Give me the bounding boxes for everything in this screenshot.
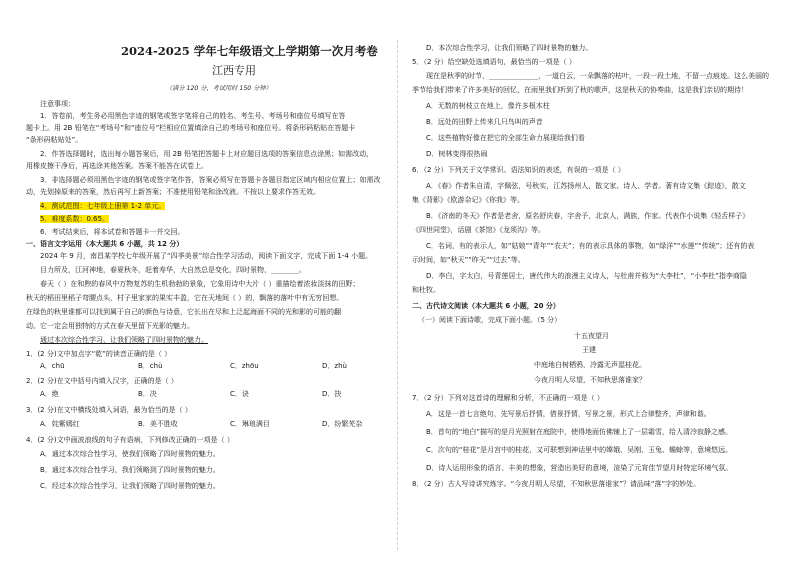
q6-option-c[interactable]: C．名词，有的表示人，如“姑娘”“青年”“农夫”；有的表示具体的事物，如“绿洋”“水莲”“传统”；还有的表: [426, 242, 755, 250]
exam-title: 2024-2025 学年七年级语文上学期第一次月考卷: [121, 44, 378, 58]
poem-line: 今夜月明人尽望，不知秋思落谁家？: [534, 376, 646, 384]
notice-line: 2．作答选择题时，选出每小题答案后，用 2B 铅笔把答题卡上对应题目选项的答案信息点涂黑；如需改动，: [40, 150, 374, 158]
notice-line: 动，先划掉原来的答案，然后再写上新答案；不准使用铅笔和涂改液。不按以上要求作答无效。: [26, 188, 320, 196]
q6-option-a-cont: 集《背影》《欧游杂记》《你我》等。: [412, 196, 524, 204]
passage-line: 在绿色的秋里谁都可以找到属于自己的颜色与诗意，它长出在尽和上泛起海面不同的光和影的可能的翻: [26, 308, 341, 316]
poem-line: 中庭地白树栖鸦，冷露无声湿桂花。: [534, 361, 646, 369]
passage-line: 目力所及，江河神地，春夏秋冬，赶着寿华，大自然总是变化，四时景物，________。: [40, 266, 306, 274]
q1-stem: 1．(2 分)文中加点字“乾”的读音正确的是（ ）: [26, 350, 172, 358]
q4-option-c[interactable]: C．经过本次综合性学习，让我们领略了四时景物的魅力。: [40, 482, 220, 490]
q5-option-a[interactable]: A．无数的树枝立在地上，像许多根木柱: [426, 102, 550, 110]
q4-option-d[interactable]: D．本次综合性学习，让我们领略了四时景物的魅力。: [426, 44, 593, 52]
section1-heading: 一、语言文字运用（本大题共 6 小题，共 12 分）: [26, 240, 184, 248]
q4-option-b[interactable]: B．通过本次综合性学习，我们领略到了四时景物的魅力。: [40, 466, 220, 474]
q3-option-c[interactable]: C．琳琅满目: [230, 420, 270, 428]
q7-option-b[interactable]: B．首句的“地白”描写的是月光照射在庭院中，使得地面仿佛铺上了一层霜雪，给人清冷寂静之感。: [426, 428, 733, 436]
q6-option-d[interactable]: D．李白，字太白，号青莲居士，唐代伟大的浪漫主义诗人，与杜甫并称为“大李杜”，“小李杜”指李商隐: [426, 272, 747, 280]
test-scope: 4．测试范围：七年级上册第 1-2 单元。: [40, 202, 166, 210]
exam-subtitle: 江西专用: [212, 64, 256, 77]
q1-option-b[interactable]: B．chù: [138, 362, 163, 370]
q6-option-b-cont: 《四世同堂》，话剧《茶馆》《龙须沟》等。: [412, 226, 545, 234]
q5-stem: 5．（2 分）给空缺处选填语句，最恰当的一项是（ ）: [412, 58, 576, 66]
q8-stem: 8．（2 分）古人写诗讲究炼字。“今夜月明人尽望，不知秋思落谁家”？请品味“落”字的妙处。: [412, 480, 701, 488]
column-divider: [397, 40, 398, 550]
q1-option-d[interactable]: D．zhù: [322, 362, 347, 370]
q2-option-b[interactable]: B．决: [138, 390, 157, 398]
q6-stem: 6．（2 分）下列关于文学常识、语法知识的表述，有误的一项是（ ）: [412, 166, 625, 174]
q7-option-d[interactable]: D．诗人运用形象的语言、丰美的想象，营造出美好的意境，渲染了元宵佳节望月时特定环境气氛。: [426, 464, 733, 472]
notice-line: 题卡上。用 2B 铅笔在“考场号”和“座位号”栏相应位置填涂自己的考场号和座位号。将条形码粘贴在答题卡: [26, 124, 356, 132]
passage-line: 春天（ ）在和煦的春风中万物复苏的生机勃勃的景象，它象用诗中大片（ ）重描绘着浓妆淡抹的田野；: [40, 280, 360, 288]
q3-option-b[interactable]: B．美不胜收: [138, 420, 178, 428]
notice-line: “条形码粘贴处”。: [26, 136, 83, 144]
q6-option-b[interactable]: B．《济南的冬天》作者是老舍，原名舒庆春，字舍予，北京人，满族，作家。代表作小说集《轻舌样子》: [426, 212, 750, 220]
notice-line: 3．非选择题必须用黑色字迹的钢笔或签字笔作答，答案必须写在答题卡各题目指定区域内相应位置上；如需改: [40, 176, 381, 184]
poem-title: 十五夜望月: [574, 332, 609, 340]
wavy-sentence: 通过本次综合性学习，让我们领略了四时景物的魅力。: [40, 336, 208, 344]
q7-option-a[interactable]: A．这是一首七言绝句，先写景后抒情，借景抒情，写景之景，形式上合律整齐，声律和谐。: [426, 410, 711, 418]
notice-line: 1．答卷前，考生务必用黑色字迹的钢笔或签字笔将自己的姓名、考生号、考场号和座位号填写在答: [40, 112, 346, 120]
q4-stem: 4．(2 分)文中画波浪线的句子有语病，下列修改正确的一项是（ ）: [26, 436, 234, 444]
q5-option-d[interactable]: D．树林变得很热闹: [426, 150, 488, 158]
q1-option-c[interactable]: C．zhōu: [230, 362, 259, 370]
q5-option-b[interactable]: B．远处的田野上传来几只鸟叫的声音: [426, 118, 543, 126]
q3-stem: 3．(2 分)在文中横线处填入词语，最为恰当的是（ ）: [26, 406, 192, 414]
section2-heading: 二、古代诗文阅读（本大题共 6 小题，20 分）: [412, 302, 560, 310]
section1-intro: 2024 年 9 月，南昌某学校七年级开展了“四季美景”综合性学习活动，阅读下面文字，完成下面 1-4 小题。: [40, 252, 373, 260]
score-note: （满分 120 分，考试用时 150 分钟）: [166, 85, 272, 92]
q2-option-c[interactable]: C．诀: [230, 390, 249, 398]
q3-option-d[interactable]: D．纷繁芜杂: [322, 420, 363, 428]
q2-stem: 2．(2 分)在文中括号内填入汉字，正确的是（ ）: [26, 377, 178, 385]
passage-line: 秋天的稻田里稻子弯腰点头，村子里家家的果实丰盈，它在天地间（ ）的，飘落的落叶中有无穷回想。: [26, 294, 344, 302]
q5-option-c[interactable]: C．这些植物好像在把它的全部生命力展现给我们看: [426, 134, 585, 142]
notice-heading: 注意事项：: [40, 100, 75, 108]
passage-line: 动。它一定会用独特的方式在春天里留下光影的魅力。: [26, 322, 194, 330]
q2-option-a[interactable]: A．绝: [40, 390, 59, 398]
notice-line: 用橡皮擦干净后，再选涂其他答案。答案不能答在试卷上。: [26, 162, 208, 170]
q5-text: 现在是秋季的时节，______________，一道白云，一朵飘落的枯叶，一段一段土地，不留一点痕迹。这么美丽的: [426, 72, 769, 80]
q6-option-d-cont: 和杜牧。: [412, 286, 440, 294]
q6-option-a[interactable]: A．《春》作者朱自清，字佩弦，号秋实，江苏扬州人，散文家、诗人、学者。著有诗文集《踪迹》，散文: [426, 182, 746, 190]
notice-line: 6．考试结束后，将本试卷和答题卡一并交回。: [40, 228, 185, 236]
difficulty: 5．难度系数：0.65。: [40, 215, 110, 223]
q4-option-a[interactable]: A．通过本次综合性学习，使我们领略了四时景物的魅力。: [40, 450, 220, 458]
q6-option-c-cont: 示时间，如“秋天”“昨天”“过去”等。: [412, 256, 525, 264]
q1-option-a[interactable]: A．chū: [40, 362, 65, 370]
q7-stem: 7．（2 分）下列对这首诗的理解和分析，不正确的一项是（ ）: [412, 394, 604, 402]
section2-part1: （一）阅读下面诗歌，完成下面小题。（5 分）: [418, 316, 562, 324]
q7-option-c[interactable]: C．次句的“桂花”是月宫中的桂花，又可联想到神话里中的嫦娥、吴刚、玉兔、蟾蜍等，意境悠远。: [426, 446, 733, 454]
poem-author: 王建: [582, 346, 596, 354]
q2-option-d[interactable]: D．抉: [322, 390, 342, 398]
q5-text: 季节给我们带来了许多美好的回忆，在雨里我们听到了秋的歌声，这是秋天的协奏曲，这是我们亲切的期待！: [412, 86, 748, 94]
q3-option-a[interactable]: A．姹紫嫣红: [40, 420, 80, 428]
